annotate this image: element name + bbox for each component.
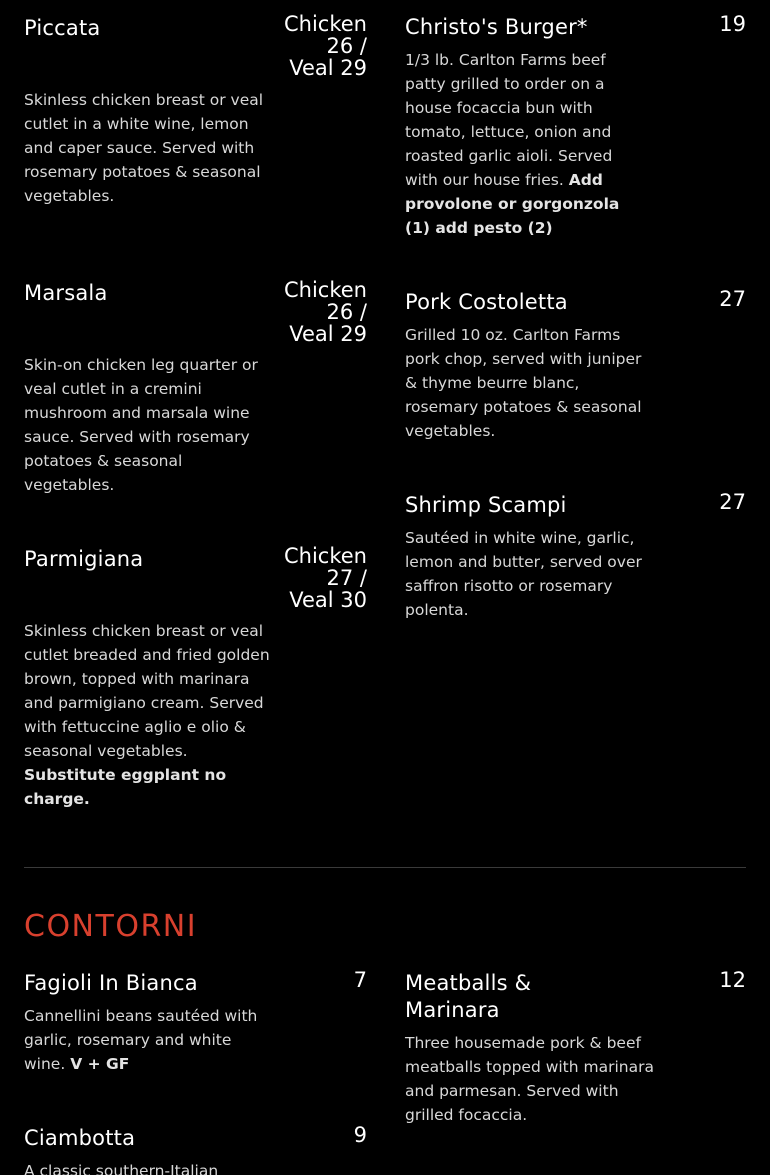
item-note: Substitute eggplant no charge. [24, 766, 227, 808]
menu-item-christos-burger [405, 13, 746, 243]
section-title-contorni: CONTORNI [24, 909, 198, 944]
item-price: Chicken 27 / Veal 30 [284, 544, 367, 612]
menu-item-piccata [24, 13, 367, 243]
menu-item-fagioli-in-bianca [24, 969, 367, 1089]
section-divider [24, 867, 746, 868]
item-description: Cannellini beans sautéed with garlic, rosemary and white wine. V + GF [24, 1007, 258, 1073]
item-name: Fagioli In Bianca [24, 971, 198, 995]
item-description: Skinless chicken breast or veal cutlet in a white wine, lemon and caper sauce. Served with rosemary potatoes & seasonal vegetables. [24, 91, 264, 205]
item-price: Chicken 26 / Veal 29 [284, 12, 367, 80]
menu-item-parmigiana [24, 545, 367, 815]
item-description: Three housemade pork & beef meatballs topped with marinara and parmesan. Served with grilled focaccia. [405, 1034, 654, 1124]
item-description: 1/3 lb. Carlton Farms beef patty grilled to order on a house focaccia bun with tomato, lettuce, onion and roasted garlic aioli. Served with our house fries. Add provolone or gorgonzola (1) add pesto (2) [405, 51, 620, 237]
item-description: A classic southern-Italian [24, 1162, 219, 1175]
item-description: Skinless chicken breast or veal cutlet breaded and fried golden brown, topped with marinara and parmigiano cream. Served with fettuccine aglio e olio & seasonal vegetables. Substitute eggplant no charge. [24, 622, 270, 808]
menu-item-pork-costoletta [405, 288, 746, 448]
menu-item-ciambotta [24, 1124, 367, 1175]
item-price: 19 [719, 12, 746, 36]
item-name: Shrimp Scampi [405, 493, 567, 517]
item-price: 7 [353, 968, 367, 992]
item-description: Skin-on chicken leg quarter or veal cutlet in a cremini mushroom and marsala wine sauce. Served with rosemary potatoes & seasonal vegetables. [24, 356, 258, 494]
item-name: Christo's Burger* [405, 15, 588, 39]
menu-item-shrimp-scampi [405, 491, 746, 631]
item-note: V + GF [70, 1055, 130, 1073]
item-name: Pork Costoletta [405, 290, 568, 314]
item-name: Ciambotta [24, 1126, 136, 1150]
item-note: Add provolone or gorgonzola (1) add pesto (2) [405, 171, 620, 237]
item-price: Chicken 26 / Veal 29 [284, 278, 367, 346]
item-description: Sautéed in white wine, garlic, lemon and butter, served over saffron risotto or rosemary polenta. [405, 529, 642, 619]
item-description: Grilled 10 oz. Carlton Farms pork chop, served with juniper & thyme beurre blanc, rosemary potatoes & seasonal vegetables. [405, 326, 642, 440]
item-name: Parmigiana [24, 547, 144, 571]
item-name: Piccata [24, 16, 101, 40]
menu-item-marsala [24, 279, 367, 509]
item-price: 27 [719, 490, 746, 514]
item-name: Marsala [24, 281, 108, 305]
menu-item-meatballs-marinara [405, 969, 746, 1129]
item-price: 12 [719, 968, 746, 992]
item-name: Meatballs & Marinara [405, 971, 532, 1022]
item-price: 9 [353, 1124, 367, 1147]
item-price: 27 [719, 287, 746, 311]
